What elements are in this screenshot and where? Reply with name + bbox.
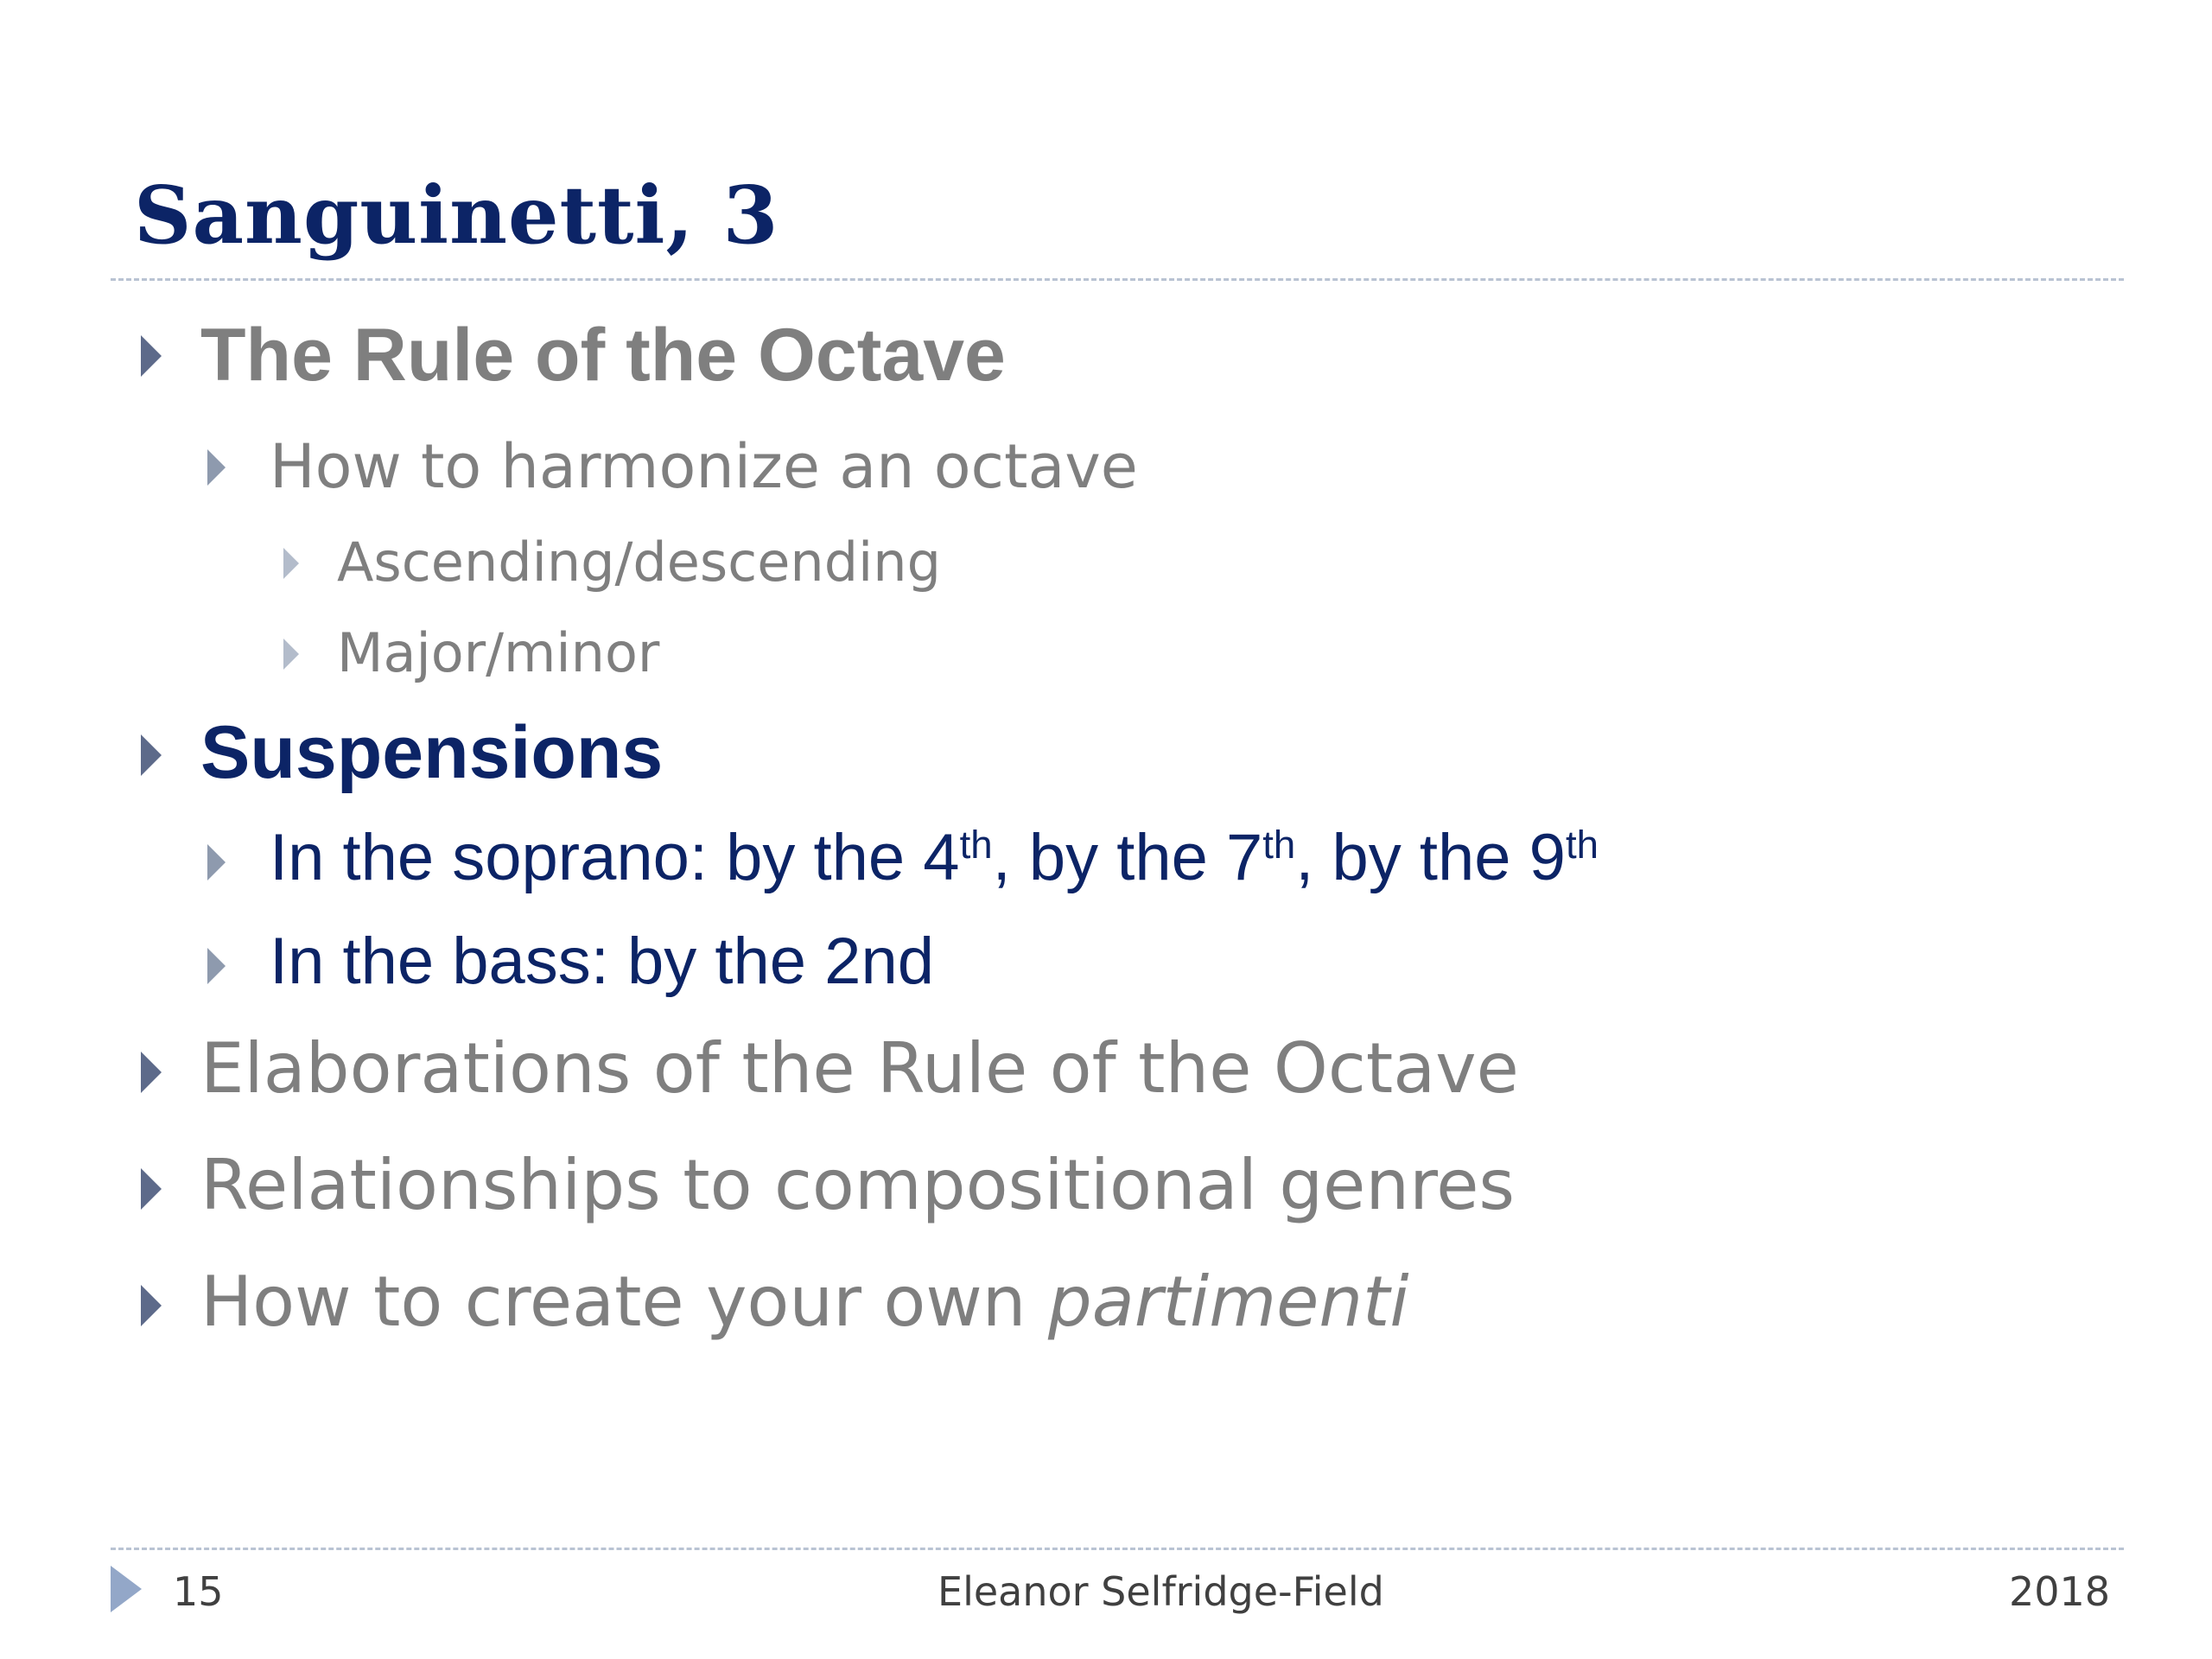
- outline-item-label: Elaborations of the Rule of the Octave: [200, 1028, 1519, 1109]
- triangle-bullet-icon: [207, 948, 226, 984]
- triangle-bullet-icon: [141, 1285, 162, 1326]
- outline-item-label: In the bass: by the 2nd: [270, 925, 934, 998]
- triangle-bullet-icon: [141, 1168, 162, 1210]
- triangle-bullet-icon: [207, 449, 226, 486]
- soprano-text-part: In the soprano: by the 4: [270, 821, 960, 894]
- outline-item-label: The Rule of the Octave: [200, 314, 1006, 397]
- slide-title: Sanguinetti, 3: [134, 168, 779, 262]
- create-text-italic: partimenti: [1047, 1262, 1409, 1342]
- outline-item-label: [270, 821, 1599, 894]
- footer-year: 2018: [2009, 1568, 2111, 1615]
- triangle-bullet-icon: [141, 734, 162, 776]
- outline-item-label: Major/minor: [337, 621, 660, 684]
- triangle-bullet-icon: [283, 639, 299, 670]
- footer-author: Eleanor Selfridge-Field: [938, 1568, 1384, 1615]
- triangle-bullet-icon: [283, 548, 299, 579]
- outline-item-label: Ascending/descending: [337, 531, 941, 594]
- outline-item-label: How to harmonize an octave: [270, 431, 1138, 502]
- ordinal-suffix: th: [1262, 822, 1296, 867]
- triangle-bullet-icon: [141, 1052, 162, 1093]
- ordinal-suffix: th: [1565, 822, 1599, 867]
- outline-item-label: [200, 1262, 1409, 1342]
- outline-item-label: Relationships to compositional genres: [200, 1145, 1516, 1225]
- page-number: 15: [173, 1568, 224, 1615]
- title-divider: [111, 278, 2124, 281]
- triangle-bullet-icon: [141, 335, 162, 377]
- triangle-bullet-icon: [207, 844, 226, 880]
- soprano-text-part: , by the 9: [1295, 821, 1566, 894]
- outline-item-label: Suspensions: [200, 711, 664, 794]
- ordinal-suffix: th: [959, 822, 993, 867]
- play-triangle-icon: [111, 1566, 142, 1612]
- footer-divider: [111, 1548, 2124, 1550]
- create-text-prefix: How to create your own: [200, 1262, 1048, 1342]
- soprano-text-part: , by the 7: [992, 821, 1263, 894]
